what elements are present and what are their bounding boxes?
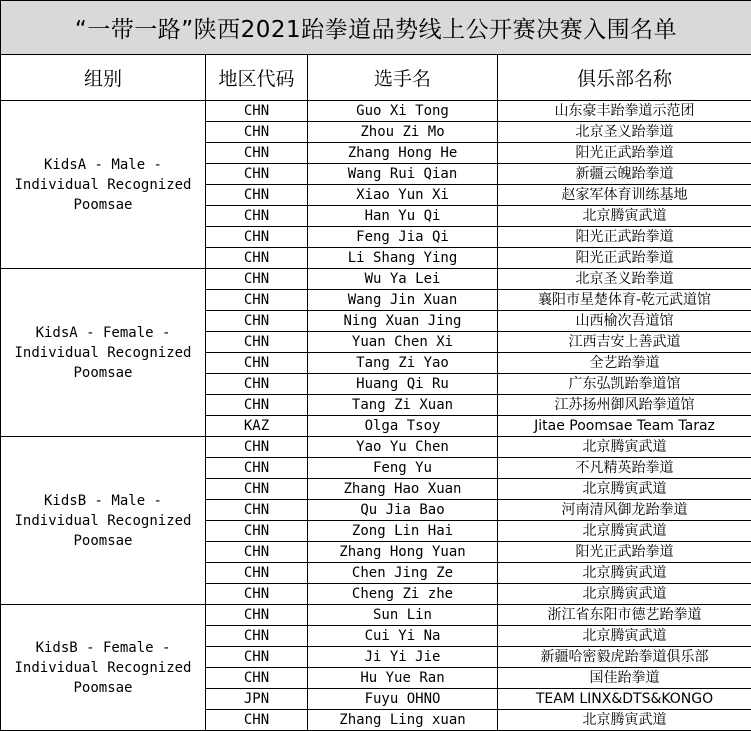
player-name-cell: Qu Jia Bao [308,500,498,521]
club-name-cell: 北京腾寅武道 [498,437,751,458]
club-name-cell: 北京腾寅武道 [498,206,751,227]
player-name-cell: Hu Yue Ran [308,668,498,689]
table-body [1,101,751,731]
club-name-cell: 襄阳市星楚体育-乾元武道馆 [498,290,751,311]
region-cell: CHN [206,521,308,542]
region-cell: CHN [206,101,308,122]
club-name-cell: 阳光正武跆拳道 [498,143,751,164]
region-cell: CHN [206,605,308,626]
region-cell: CHN [206,584,308,605]
group-cell: KidsB - Female - Individual Recognized Poomsae [1,605,206,731]
header-club: 俱乐部名称 [498,55,751,101]
player-name-cell: Chen Jing Ze [308,563,498,584]
club-name-cell: 广东弘凯跆拳道馆 [498,374,751,395]
region-cell: CHN [206,668,308,689]
player-name-cell: Cheng Zi zhe [308,584,498,605]
player-name-cell: Olga Tsoy [308,416,498,437]
club-name-cell: 北京圣义跆拳道 [498,122,751,143]
region-cell: CHN [206,269,308,290]
header-player: 选手名 [308,55,498,101]
player-name-cell: Zhang Hong He [308,143,498,164]
club-name-cell: 阳光正武跆拳道 [498,542,751,563]
region-cell: CHN [206,143,308,164]
player-name-cell: Ji Yi Jie [308,647,498,668]
club-name-cell: 北京腾寅武道 [498,584,751,605]
table-row [1,101,751,122]
club-name-cell: 北京腾寅武道 [498,521,751,542]
club-name-cell: TEAM LINX&DTS&KONGO [498,689,751,710]
region-cell: CHN [206,206,308,227]
club-name-cell: 北京腾寅武道 [498,710,751,731]
player-name-cell: Wang Rui Qian [308,164,498,185]
club-name-cell: 全艺跆拳道 [498,353,751,374]
player-name-cell: Zhang Hao Xuan [308,479,498,500]
player-name-cell: Zong Lin Hai [308,521,498,542]
region-cell: CHN [206,563,308,584]
region-cell: CHN [206,353,308,374]
club-name-cell: 浙江省东阳市德艺跆拳道 [498,605,751,626]
region-cell: CHN [206,626,308,647]
club-name-cell: 北京腾寅武道 [498,626,751,647]
region-cell: CHN [206,647,308,668]
table-row [1,605,751,626]
region-cell: CHN [206,185,308,206]
region-cell: CHN [206,479,308,500]
region-cell: CHN [206,122,308,143]
club-name-cell: 河南清风御龙跆拳道 [498,500,751,521]
club-name-cell: 江西吉安上善武道 [498,332,751,353]
region-cell: CHN [206,311,308,332]
region-cell: KAZ [206,416,308,437]
region-cell: CHN [206,458,308,479]
player-name-cell: Guo Xi Tong [308,101,498,122]
region-cell: JPN [206,689,308,710]
player-name-cell: Han Yu Qi [308,206,498,227]
club-name-cell: 北京圣义跆拳道 [498,269,751,290]
club-name-cell: Jitae Poomsae Team Taraz [498,416,751,437]
player-name-cell: Cui Yi Na [308,626,498,647]
club-name-cell: 新疆哈密毅虎跆拳道俱乐部 [498,647,751,668]
region-cell: CHN [206,542,308,563]
player-name-cell: Tang Zi Yao [308,353,498,374]
table-row [1,437,751,458]
region-cell: CHN [206,164,308,185]
group-cell: KidsA - Male - Individual Recognized Poomsae [1,101,206,269]
club-name-cell: 国佳跆拳道 [498,668,751,689]
group-cell: KidsA - Female - Individual Recognized Poomsae [1,269,206,437]
club-name-cell: 阳光正武跆拳道 [498,248,751,269]
region-cell: CHN [206,374,308,395]
player-name-cell: Sun Lin [308,605,498,626]
club-name-cell: 山西榆次吾道馆 [498,311,751,332]
region-cell: CHN [206,332,308,353]
player-name-cell: Xiao Yun Xi [308,185,498,206]
club-name-cell: 北京腾寅武道 [498,563,751,584]
player-name-cell: Zhou Zi Mo [308,122,498,143]
club-name-cell: 山东豪丰跆拳道示范团 [498,101,751,122]
club-name-cell: 北京腾寅武道 [498,479,751,500]
table-title: “一带一路”陕西2021跆拳道品势线上公开赛决赛入围名单 [1,1,751,55]
player-name-cell: Wang Jin Xuan [308,290,498,311]
region-cell: CHN [206,227,308,248]
player-name-cell: Feng Jia Qi [308,227,498,248]
player-name-cell: Ning Xuan Jing [308,311,498,332]
region-cell: CHN [206,395,308,416]
table-row [1,269,751,290]
group-cell: KidsB - Male - Individual Recognized Poomsae [1,437,206,605]
player-name-cell: Zhang Hong Yuan [308,542,498,563]
player-name-cell: Yao Yu Chen [308,437,498,458]
club-name-cell: 新疆云魄跆拳道 [498,164,751,185]
player-name-cell: Wu Ya Lei [308,269,498,290]
player-name-cell: Tang Zi Xuan [308,395,498,416]
club-name-cell: 阳光正武跆拳道 [498,227,751,248]
player-name-cell: Huang Qi Ru [308,374,498,395]
club-name-cell: 江苏扬州御风跆拳道馆 [498,395,751,416]
player-name-cell: Zhang Ling xuan [308,710,498,731]
region-cell: CHN [206,437,308,458]
region-cell: CHN [206,290,308,311]
region-cell: CHN [206,500,308,521]
player-name-cell: Feng Yu [308,458,498,479]
player-name-cell: Fuyu OHNO [308,689,498,710]
header-region: 地区代码 [206,55,308,101]
region-cell: CHN [206,248,308,269]
region-cell: CHN [206,710,308,731]
header-group: 组别 [1,55,206,101]
player-name-cell: Yuan Chen Xi [308,332,498,353]
club-name-cell: 不凡精英跆拳道 [498,458,751,479]
club-name-cell: 赵家军体育训练基地 [498,185,751,206]
player-name-cell: Li Shang Ying [308,248,498,269]
